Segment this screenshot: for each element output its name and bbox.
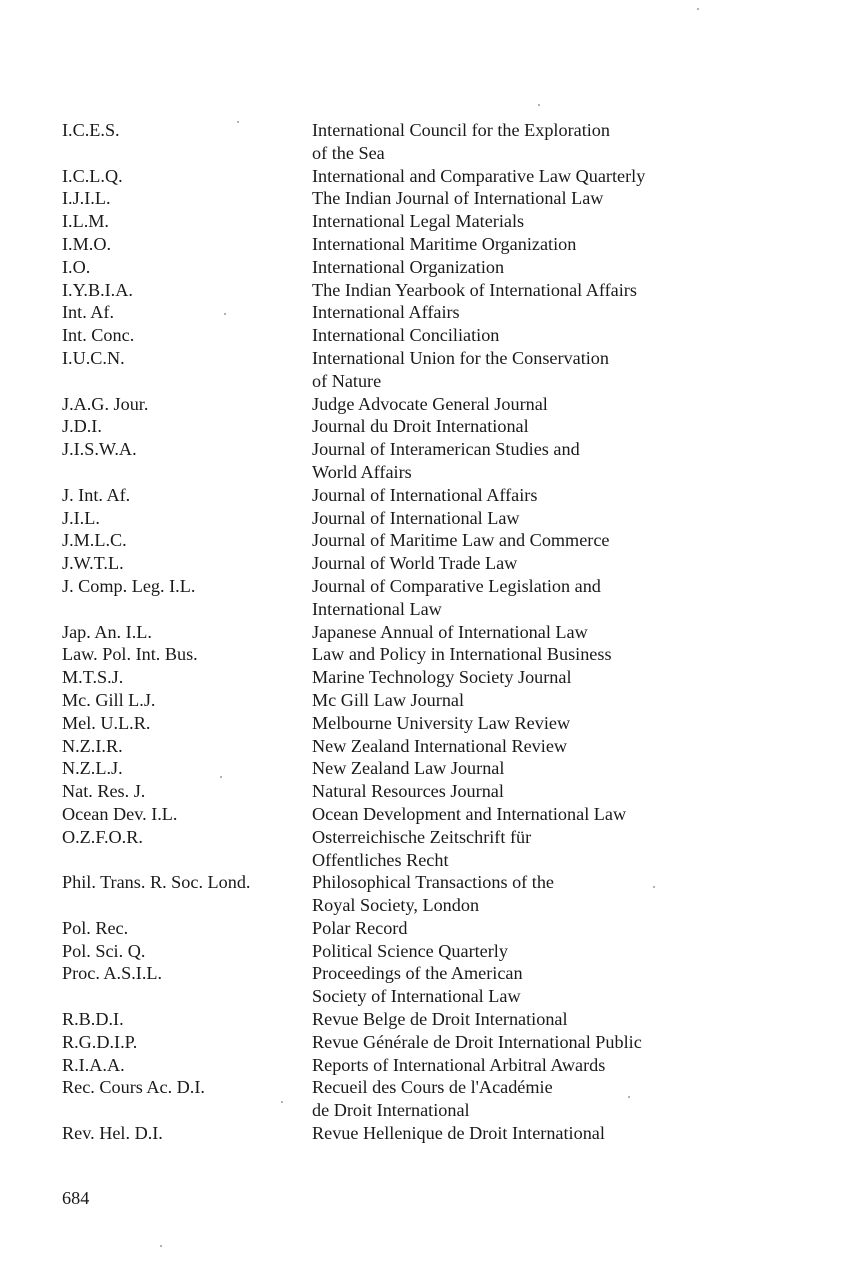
- abbreviation: R.I.A.A.: [62, 1054, 125, 1075]
- abbreviation: Pol. Sci. Q.: [62, 940, 146, 961]
- full-title: Journal of International Law: [312, 507, 520, 528]
- abbreviation: J.D.I.: [62, 416, 102, 437]
- abbreviation-entry: [62, 415, 762, 438]
- abbreviation: N.Z.L.J.: [62, 758, 123, 779]
- abbreviation-entry: [62, 1076, 762, 1122]
- abbreviation-entry: [62, 529, 762, 552]
- abbreviation: Mel. U.L.R.: [62, 712, 151, 733]
- abbreviation-entry: [62, 826, 762, 872]
- full-title: Mc Gill Law Journal: [312, 689, 465, 710]
- abbreviation: J.W.T.L.: [62, 553, 124, 574]
- abbreviation-entry: [62, 438, 762, 484]
- abbreviation-entry: [62, 666, 762, 689]
- full-title: International Legal Materials: [312, 211, 525, 232]
- abbreviation: J.M.L.C.: [62, 530, 127, 551]
- abbreviation: Phil. Trans. R. Soc. Lond.: [62, 872, 251, 893]
- abbreviation: Proc. A.S.I.L.: [62, 963, 163, 984]
- full-title: International Maritime Organization: [312, 233, 577, 254]
- full-title: Japanese Annual of International Law: [312, 621, 588, 642]
- abbreviation-list: [62, 119, 762, 1145]
- full-title: New Zealand International Review: [312, 735, 568, 756]
- abbreviation: Mc. Gill L.J.: [62, 689, 156, 710]
- abbreviation: J.I.S.W.A.: [62, 439, 137, 460]
- abbreviation-entry: [62, 347, 762, 393]
- full-title: Revue Belge de Droit International: [312, 1009, 568, 1030]
- abbreviation: J. Int. Af.: [62, 484, 131, 505]
- abbreviation-entry: [62, 1008, 762, 1031]
- abbreviation: I.U.C.N.: [62, 347, 125, 368]
- abbreviation: N.Z.I.R.: [62, 735, 123, 756]
- abbreviation: I.J.I.L.: [62, 188, 111, 209]
- scan-speck: [281, 1101, 283, 1103]
- abbreviation: Rev. Hel. D.I.: [62, 1123, 163, 1144]
- full-title: Proceedings of the American Society of International Law: [312, 963, 523, 1007]
- full-title: Ocean Development and International Law: [312, 803, 627, 824]
- full-title: The Indian Yearbook of International Affairs: [312, 279, 637, 300]
- abbreviation: Law. Pol. Int. Bus.: [62, 644, 198, 665]
- abbreviation: Int. Conc.: [62, 325, 135, 346]
- full-title: International Conciliation: [312, 325, 500, 346]
- full-title: The Indian Journal of International Law: [312, 188, 604, 209]
- page-number: 684: [62, 1188, 90, 1208]
- full-title: Philosophical Transactions of the Royal Society, London: [312, 872, 554, 916]
- abbreviation-entry: [62, 940, 762, 963]
- abbreviation-entry: [62, 803, 762, 826]
- abbreviation-entry: [62, 256, 762, 279]
- full-title: International Organization: [312, 256, 505, 277]
- abbreviation-entry: [62, 1054, 762, 1077]
- abbreviation: I.L.M.: [62, 211, 109, 232]
- abbreviation-entry: [62, 917, 762, 940]
- abbreviation-entry: [62, 552, 762, 575]
- abbreviation: J. Comp. Leg. I.L.: [62, 575, 196, 596]
- abbreviation-entry: [62, 575, 762, 621]
- scan-speck: [538, 104, 540, 106]
- full-title: Judge Advocate General Journal: [312, 393, 548, 414]
- full-title: Journal of Maritime Law and Commerce: [312, 530, 610, 551]
- full-title: New Zealand Law Journal: [312, 758, 505, 779]
- abbreviation: J.A.G. Jour.: [62, 393, 149, 414]
- abbreviation: M.T.S.J.: [62, 667, 124, 688]
- abbreviation-entry: [62, 780, 762, 803]
- full-title: Polar Record: [312, 917, 408, 938]
- full-title: Journal of International Affairs: [312, 484, 538, 505]
- full-title: Natural Resources Journal: [312, 781, 504, 802]
- abbreviation-entry: [62, 210, 762, 233]
- abbreviation-entry: [62, 643, 762, 666]
- scan-speck: [160, 1245, 162, 1247]
- full-title: Political Science Quarterly: [312, 940, 508, 961]
- abbreviation-entry: [62, 757, 762, 780]
- full-title: Melbourne University Law Review: [312, 712, 571, 733]
- abbreviation: Int. Af.: [62, 302, 115, 323]
- scan-speck: [628, 1096, 630, 1098]
- abbreviation-entry: [62, 712, 762, 735]
- abbreviation: I.C.L.Q.: [62, 165, 123, 186]
- full-title: Revue Hellenique de Droit International: [312, 1123, 605, 1144]
- full-title: Journal of Interamerican Studies and World Affairs: [312, 439, 580, 482]
- abbreviation: I.Y.B.I.A.: [62, 279, 133, 300]
- full-title: International Union for the Conservation of Nature: [312, 347, 609, 391]
- full-title: Reports of International Arbitral Awards: [312, 1054, 606, 1075]
- abbreviation: I.O.: [62, 256, 91, 277]
- full-title: Marine Technology Society Journal: [312, 667, 572, 688]
- abbreviation: Ocean Dev. I.L.: [62, 803, 178, 824]
- abbreviation-entry: [62, 233, 762, 256]
- abbreviation-entry: [62, 735, 762, 758]
- scan-speck: [697, 8, 699, 10]
- full-title: Revue Générale de Droit International Public: [312, 1031, 642, 1052]
- scan-speck: [220, 776, 222, 778]
- abbreviation-entry: [62, 1031, 762, 1054]
- full-title: Osterreichische Zeitschrift für Offentliches Recht: [312, 826, 532, 870]
- abbreviation: R.G.D.I.P.: [62, 1031, 138, 1052]
- abbreviation: Rec. Cours Ac. D.I.: [62, 1077, 205, 1098]
- abbreviation-entry: [62, 484, 762, 507]
- abbreviation-entry: [62, 324, 762, 347]
- abbreviation-entry: [62, 279, 762, 302]
- abbreviation: R.B.D.I.: [62, 1009, 124, 1030]
- abbreviation-entry: [62, 393, 762, 416]
- full-title: Recueil des Cours de l'Académie de Droit International: [312, 1077, 553, 1121]
- full-title: Journal of World Trade Law: [312, 553, 518, 574]
- abbreviation: Jap. An. I.L.: [62, 621, 152, 642]
- abbreviation: I.M.O.: [62, 233, 112, 254]
- abbreviation-entry: [62, 507, 762, 530]
- full-title: International and Comparative Law Quarterly: [312, 165, 646, 186]
- abbreviation-entry: [62, 119, 762, 165]
- abbreviation-entry: [62, 871, 762, 917]
- scan-speck: [237, 121, 239, 123]
- full-title: International Affairs: [312, 302, 460, 323]
- abbreviation: Nat. Res. J.: [62, 781, 146, 802]
- scan-speck: [224, 313, 226, 315]
- abbreviation: Pol. Rec.: [62, 917, 129, 938]
- abbreviation-entry: [62, 187, 762, 210]
- abbreviation-entry: [62, 1122, 762, 1145]
- abbreviation: I.C.E.S.: [62, 120, 120, 140]
- full-title: Law and Policy in International Business: [312, 644, 612, 665]
- abbreviation-entry: [62, 621, 762, 644]
- full-title: International Council for the Exploration of the Sea: [312, 120, 610, 163]
- abbreviation-entry: [62, 962, 762, 1008]
- abbreviation-entry: [62, 165, 762, 188]
- scan-speck: [653, 886, 655, 888]
- abbreviation-entry: [62, 301, 762, 324]
- abbreviation-entry: [62, 689, 762, 712]
- full-title: Journal du Droit International: [312, 416, 529, 437]
- abbreviation: J.I.L.: [62, 507, 100, 528]
- abbreviation: O.Z.F.O.R.: [62, 826, 143, 847]
- full-title: Journal of Comparative Legislation and International Law: [312, 575, 601, 619]
